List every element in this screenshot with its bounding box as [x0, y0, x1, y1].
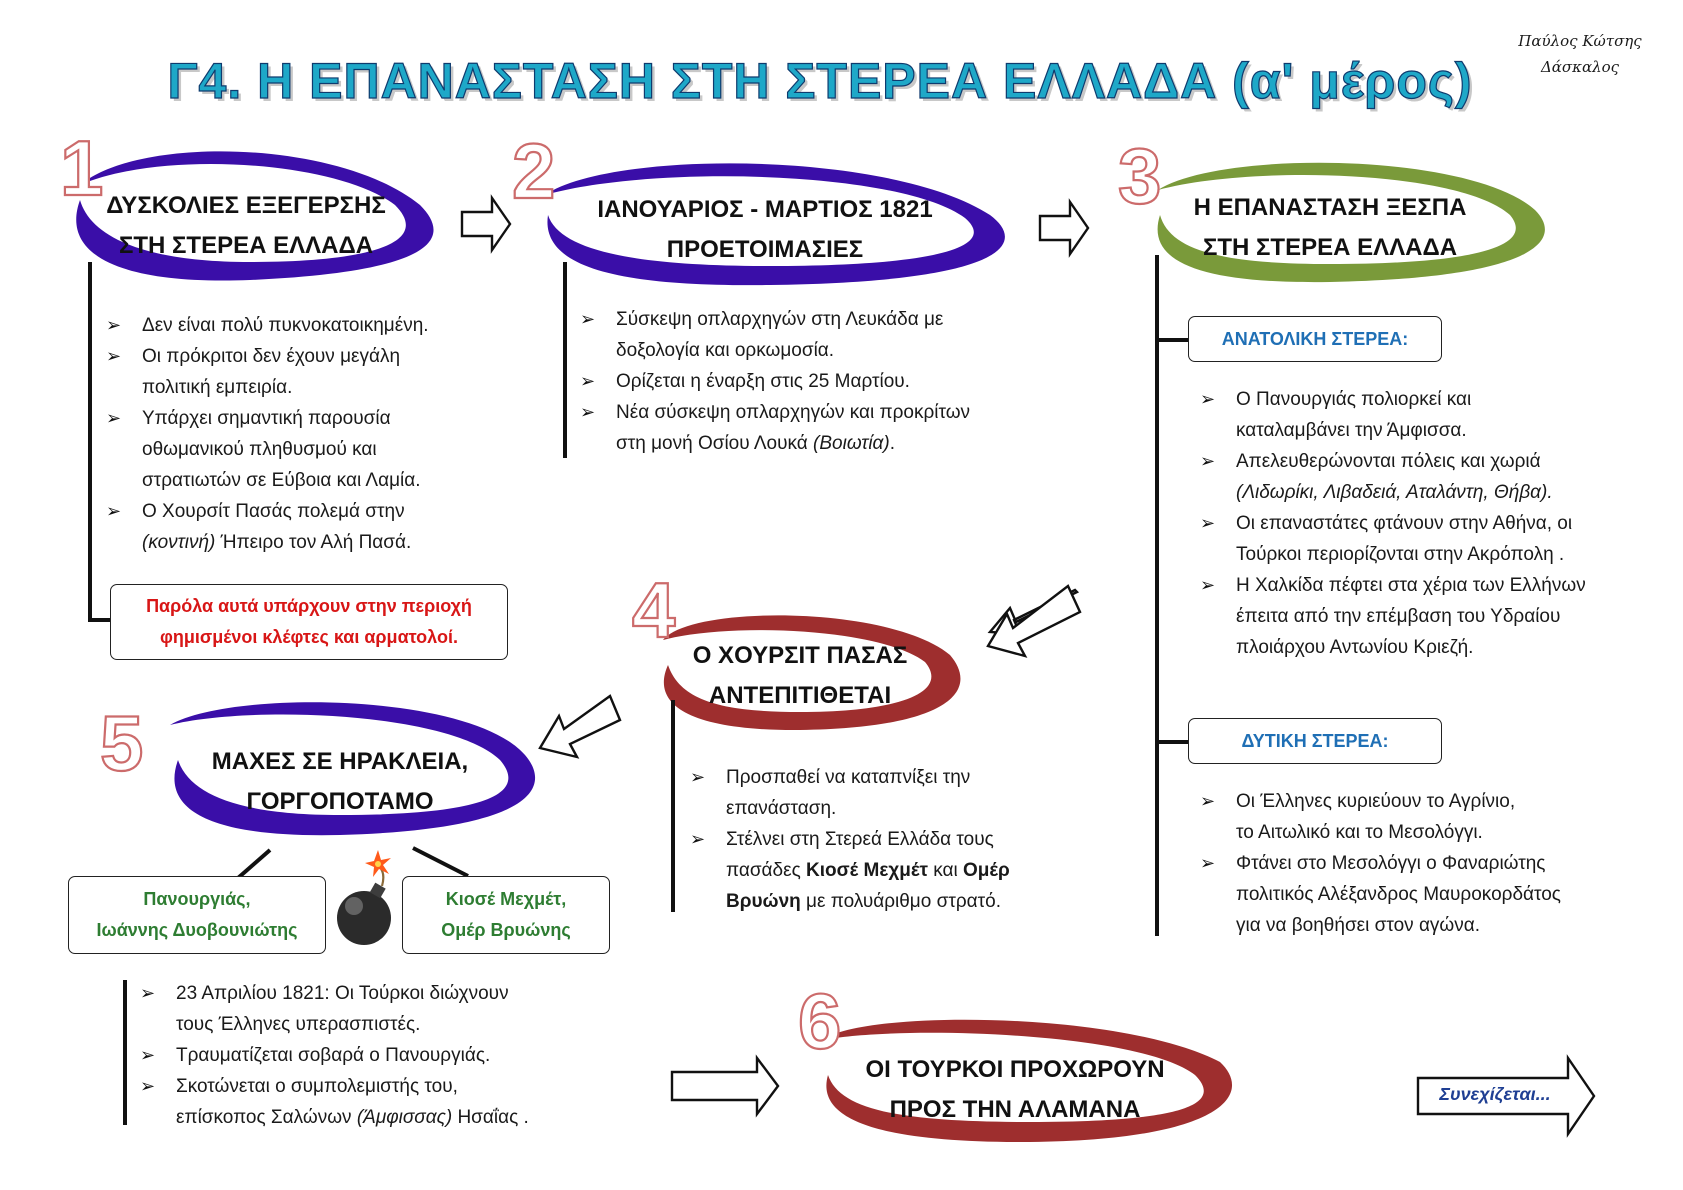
arrow-4-to-5 [540, 696, 620, 757]
arrow-1-to-2 [462, 198, 510, 250]
section-4-list [690, 762, 1070, 917]
number-5: 5 [100, 699, 144, 787]
list-item: ➢ Οι επαναστάτες φτάνουν στην Αθήνα, οι Τούρκοι περιορίζονται στην Ακρόπολη . [1200, 508, 1640, 570]
list-item: ➢ Τραυματίζεται σοβαρά ο Πανουργιάς. [140, 1040, 620, 1071]
section-4-heading [680, 636, 920, 716]
author-block [1505, 28, 1655, 80]
turkish-leaders-line-1: Κιοσέ Μεχμέτ, [445, 889, 567, 909]
west-sterea-label: ΔΥΤΙΚΗ ΣΤΕΡΕΑ: [1188, 718, 1442, 764]
section-1-heading [96, 186, 396, 266]
section-2-heading-line-2: ΠΡΟΕΤΟΙΜΑΣΙΕΣ [666, 236, 864, 263]
list-item: ➢ Οι πρόκριτοι δεν έχουν μεγάλη πολιτική εμπειρία. [106, 341, 486, 403]
list-item: ➢ Ο Πανουργιάς πολιορκεί και καταλαμβάνει την Άμφισσα. [1200, 384, 1640, 446]
author-role: Δάσκαλος [1540, 58, 1620, 76]
number-4: 4 [632, 566, 676, 654]
list-item: ➢ Σκοτώνεται ο συμπολεμιστής του, επίσκοπος Σαλώνων (Άμφισσας) Ησαΐας . [140, 1071, 620, 1133]
east-sterea-label: ΑΝΑΤΟΛΙΚΗ ΣΤΕΡΕΑ: [1188, 316, 1442, 362]
list-item: ➢ Απελευθερώνονται πόλεις και χωριά (Λιδωρίκι, Λιβαδειά, Αταλάντη, Θήβα). [1200, 446, 1640, 508]
number-6: 6 [798, 977, 842, 1065]
section-6-heading [850, 1050, 1180, 1130]
connector-5-left [238, 850, 270, 878]
list-item: ➢ Στέλνει στη Στερεά Ελλάδα τους πασάδες Κιοσέ Μεχμέτ και Ομέρ Βρυώνη με πολυάριθμο στρατό. [690, 824, 1070, 917]
section-3-heading-line-1: Η ΕΠΑΝΑΣΤΑΣΗ ΞΕΣΠΑ [1193, 194, 1467, 221]
list-item: ➢ Σύσκεψη οπλαρχηγών στη Λευκάδα με δοξολογία και ορκωμοσία. [580, 304, 1020, 366]
section-5-heading-line-2: ΓΟΡΓΟΠΟΤΑΜΟ [246, 788, 434, 815]
author-name: Παύλος Κώτσης [1518, 32, 1642, 50]
section-1-heading-line-1: ΔΥΣΚΟΛΙΕΣ ΕΞΕΓΕΡΣΗΣ [106, 192, 386, 219]
bomb-icon [337, 850, 391, 945]
list-item: ➢ 23 Απριλίου 1821: Οι Τούρκοι διώχνουν τους Έλληνες υπερασπιστές. [140, 978, 620, 1040]
number-3: 3 [1118, 132, 1162, 220]
arrow-5-to-6 [672, 1058, 778, 1114]
list-item: ➢ Προσπαθεί να καταπνίξει την επανάσταση. [690, 762, 1070, 824]
list-item: ➢ Νέα σύσκεψη οπλαρχηγών και προκρίτων στη μονή Οσίου Λουκά (Βοιωτία). [580, 397, 1020, 459]
list-item: ➢ Ο Χουρσίτ Πασάς πολεμά στην (κοντινή) Ήπειρο τον Αλή Πασά. [106, 496, 486, 558]
section-1-note [110, 584, 508, 660]
list-item: ➢ Ορίζεται η έναρξη στις 25 Μαρτίου. [580, 366, 1020, 397]
section-1-note-line-1: Παρόλα αυτά υπάρχουν στην περιοχή [146, 596, 472, 616]
section-1-heading-line-2: ΣΤΗ ΣΤΕΡΕΑ ΕΛΛΑΔΑ [118, 232, 374, 259]
greek-leaders-line-1: Πανουργιάς, [143, 889, 251, 909]
list-item: ➢ Οι Έλληνες κυριεύουν το Αγρίνιο, το Αιτωλικό και το Μεσολόγγι. [1200, 786, 1640, 848]
section-4-heading-line-2: ΑΝΤΕΠΙΤΙΘΕΤΑΙ [708, 682, 892, 709]
section-5-list [140, 978, 620, 1133]
section-3-east-list [1200, 384, 1640, 663]
arrow-3-to-4-body [988, 586, 1080, 656]
list-item: ➢ Υπάρχει σημαντική παρουσία οθωμανικού πληθυσμού και στρατιωτών σε Εύβοια και Λαμία. [106, 403, 486, 496]
section-1-note-line-2: φημισμένοι κλέφτες και αρματολοί. [160, 627, 458, 647]
connector-5-right [413, 848, 468, 876]
section-3-west-list [1200, 786, 1640, 941]
greek-leaders-box [68, 876, 326, 954]
section-3-heading-line-2: ΣΤΗ ΣΤΕΡΕΑ ΕΛΛΑΔΑ [1202, 234, 1458, 261]
greek-leaders-line-2: Ιωάννης Δυοβουνιώτης [96, 920, 298, 940]
section-3-heading [1180, 188, 1480, 268]
section-2-heading-line-1: ΙΑΝΟΥΑΡΙΟΣ - ΜΑΡΤΙΟΣ 1821 [597, 196, 933, 223]
list-item: ➢ Δεν είναι πολύ πυκνοκατοικημένη. [106, 310, 486, 341]
number-1: 1 [60, 124, 104, 212]
section-6-heading-line-1: ΟΙ ΤΟΥΡΚΟΙ ΠΡΟΧΩΡΟΥΝ [865, 1056, 1165, 1083]
page-title: Γ4. Η ΕΠΑΝΑΣΤΑΣΗ ΣΤΗ ΣΤΕΡΕΑ ΕΛΛΑΔΑ (α' μέρος) [167, 53, 1473, 109]
turkish-leaders-box [402, 876, 610, 954]
number-2: 2 [512, 127, 556, 215]
continue-label: Συνεχίζεται... [1439, 1084, 1551, 1104]
list-item: ➢ Η Χαλκίδα πέφτει στα χέρια των Ελλήνων έπειτα από την επέμβαση του Υδραίου πλοιάρχου Αντωνίου Κριεζή. [1200, 570, 1640, 663]
section-5-heading [190, 742, 490, 822]
section-2-list [580, 304, 1020, 459]
section-6-heading-line-2: ΠΡΟΣ ΤΗΝ ΑΛΑΜΑΝΑ [889, 1096, 1141, 1123]
turkish-leaders-line-2: Ομέρ Βρυώνης [441, 920, 571, 940]
section-5-heading-line-1: ΜΑΧΕΣ ΣΕ ΗΡΑΚΛΕΙΑ, [211, 748, 469, 775]
section-2-heading [580, 190, 950, 270]
section-4-heading-line-1: Ο ΧΟΥΡΣΙΤ ΠΑΣΑΣ [692, 642, 908, 669]
list-item: ➢ Φτάνει στο Μεσολόγγι ο Φαναριώτης πολιτικός Αλέξανδρος Μαυροκορδάτος για να βοηθήσει στον αγώνα. [1200, 848, 1640, 941]
arrow-2-to-3 [1040, 202, 1088, 254]
section-1-list [106, 310, 486, 558]
